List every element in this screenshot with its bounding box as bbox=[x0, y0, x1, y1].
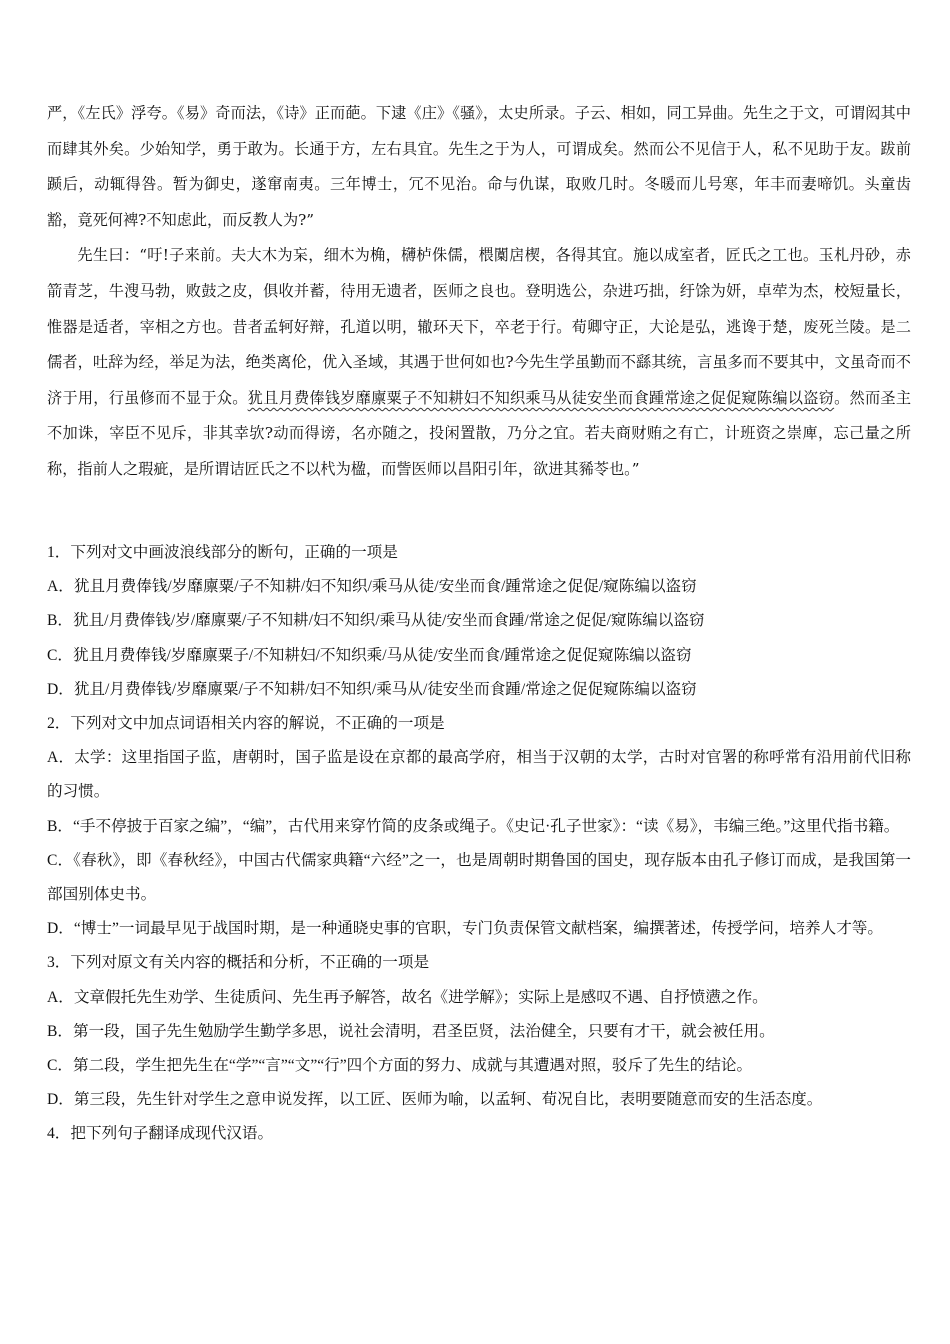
question-4-stem: 4．把下列句子翻译成现代汉语。 bbox=[47, 1125, 274, 1143]
question-2-option-d: D．“博士”一词最早见于战国时期，是一种通晓史事的官职，专门负责保管文献档案，编撰著述，传授学问，培养人才等。 bbox=[47, 920, 883, 938]
question-1-option-b: B．犹且/月费俸钱/岁/靡廪粟/子不知耕/妇不知织/乘马从徒/安坐而食踵/常途之促促/窥陈编以盗窃 bbox=[47, 612, 705, 630]
question-1-stem: 1．下列对文中画波浪线部分的断句，正确的一项是 bbox=[47, 544, 398, 561]
classical-passage bbox=[47, 96, 911, 488]
question-2-option-b: B．“手不停披于百家之编”，“编”，古代用来穿竹简的皮条或绳子。《史记·孔子世家》：“读《易》，韦编三绝。”这里代指书籍。 bbox=[47, 817, 900, 835]
question-3-stem: 3．下列对原文有关内容的概括和分析，不正确的一项是 bbox=[47, 954, 430, 972]
question-3-option-a: A．文章假托先生劝学、生徒质问、先生再予解答，故名《进学解》；实际上是感叹不遇、自抒愤懑之作。 bbox=[47, 988, 768, 1006]
passage-paragraph-2 bbox=[47, 238, 911, 487]
question-1-option-d: D．犹且/月费俸钱/岁靡廪粟/子不知耕/妇不知织/乘马从/徒安坐而食踵/常途之促促窥陈编以盗窃 bbox=[47, 680, 697, 698]
question-2-option-a: A．太学：这里指国子监，唐朝时，国子监是设在京都的最高学府，相当于汉朝的太学，古时对官署的称呼常有沿用前代旧称的习惯。 bbox=[47, 749, 911, 801]
question-1-option-c: C．犹且月费俸钱/岁靡廪粟子/不知耕妇/不知织乘/马从徒/安坐而食/踵常途之促促窥陈编以盗窃 bbox=[47, 646, 692, 664]
question-3-option-b: B．第一段，国子先生勉励学生勤学多思，说社会清明，君圣臣贤，法治健全，只要有才干，就会被任用。 bbox=[47, 1022, 775, 1040]
question-2-option-c: C．《春秋》，即《春秋经》，中国古代儒家典籍“六经”之一，也是周朝时期鲁国的国史，现存版本由孔子修订而成，是我国第一部国别体史书。 bbox=[47, 851, 911, 904]
passage-paragraph-1: 严，《左氏》浮夸。《易》奇而法，《诗》正而葩。下逮《庄》《骚》，太史所录。子云、相如，同工异曲。先生之于文，可谓闳其中而肆其外矣。少始知学，勇于敢为。长通于方，左右具宜。先生之于为人，可谓成矣。然而公不见信于人，私不见助于友。跋前踬后，动辄得咎。暂为御史，遂窜南夷。三年博士，冗不见治。命与仇谋，取败几时。冬暖而儿号寒，年丰而妻啼饥。头童齿豁，竟死何裨?不知虑此，而反教人为?” bbox=[47, 104, 911, 229]
question-3-option-d: D．第三段，先生针对学生之意申说发挥，以工匠、医师为喻，以孟轲、荀况自比，表明要随意而安的生活态度。 bbox=[47, 1091, 823, 1109]
question-section bbox=[47, 536, 911, 1152]
question-3-option-c: C．第二段，学生把先生在“学”“言”“文”“行”四个方面的努力、成就与其遭遇对照，驳斥了先生的结论。 bbox=[47, 1057, 753, 1075]
wavy-underlined-sentence: 犹且月费俸钱岁靡廪粟子不知耕妇不知织乘马从徒安坐而食踵常途之促促窥陈编以盗窃 bbox=[247, 388, 835, 407]
passage-paragraph-2-text: 先生曰：“吁!子来前。夫大木为杗，细木为桷，欂栌侏儒，椳闑扂楔，各得其宜。施以成室者，匠氏之工也。玉札丹砂，赤箭青芝，牛溲马勃，败鼓之皮，俱收并蓄，待用无遗者，医师之良也。登明选公，杂进巧拙，纡馀为妍，卓荦为杰，校短量长，惟器是适者，宰相之方也。昔者孟轲好辩，孔道以明，辙环天下，卒老于行。荀卿守正，大论是弘，逃谗于楚，废死兰陵。是二儒者，吐辞为经，举足为法，绝类离伦，优入圣域，其遇于世何如也?今先生学虽勤而不繇其统，言虽多而不要其中，文虽奇而不济于用，行虽修而不显于众。 bbox=[47, 246, 911, 407]
question-2-stem: 2．下列对文中加点词语相关内容的解说，不正确的一项是 bbox=[47, 715, 445, 733]
question-1-option-a: A．犹且月费俸钱/岁靡廪粟/子不知耕/妇不知织/乘马从徒/安坐而食/踵常途之促促/窥陈编以盗窃 bbox=[47, 578, 697, 596]
passage-paragraph-2-text-end: 。然而圣主不加诛，宰臣不见斥，非其幸欤?动而得谤，名亦随之，投闲置散，乃分之宜。若夫商财贿之有亡，计班资之崇庳，忘己量之所称，指前人之瑕疵，是所谓诘匠氏之不以杙为楹，而訾医师以昌阳引年，欲进其豨苓也。” bbox=[47, 388, 912, 478]
